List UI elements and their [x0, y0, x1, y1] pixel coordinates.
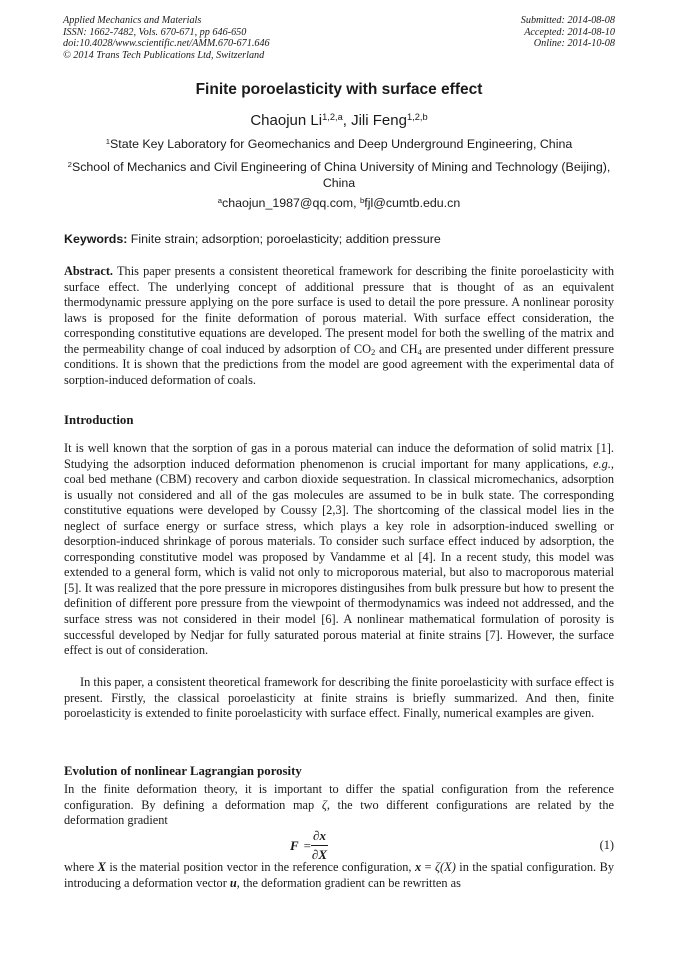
- italic-text: e.g.: [593, 456, 611, 471]
- math-symbol: ζ: [321, 797, 327, 812]
- affiliation-marker: 1: [105, 136, 111, 146]
- equation-equals: =: [303, 837, 312, 853]
- issn-line: ISSN: 1662-7482, Vols. 670-671, pp 646-650: [63, 26, 247, 38]
- evolution-paragraph-1: [64, 782, 614, 829]
- author-name: Jili Feng: [351, 112, 407, 129]
- affiliation-1: [60, 137, 618, 153]
- email-marker: b: [360, 195, 365, 205]
- section-heading-introduction: Introduction: [64, 413, 134, 427]
- equation-lhs: F: [290, 837, 299, 853]
- header-left: [63, 15, 270, 61]
- evolution-paragraph-2: [64, 860, 614, 891]
- paragraph-text: It is well known that the sorption of gas in a porous material can induce the deformation of solid matrix [1]. Studying the adsorption induced deformation phenomenon is crucial important for many applications,: [64, 441, 614, 471]
- paragraph-text: =: [421, 860, 436, 874]
- paragraph-text: is the material position vector in the reference configuration,: [105, 860, 415, 874]
- abstract-label: Abstract.: [64, 264, 114, 278]
- abstract-text: and CH: [375, 341, 418, 356]
- header-right: [521, 15, 615, 50]
- email-marker: a: [217, 195, 223, 205]
- keywords-label: Keywords:: [64, 232, 128, 246]
- abstract-text: are presented under different pressure conditions. It is shown that the predictions from the model are good agreement with the experimental data of sorption-induced deformation of coals.: [64, 341, 614, 387]
- keywords-line: [64, 232, 616, 246]
- subscript: 4: [417, 346, 422, 357]
- author-name: Chaojun Li: [250, 112, 323, 129]
- affiliation-text: State Key Laboratory for Geomechanics and Deep Underground Engineering, China: [110, 137, 573, 151]
- paragraph-text: In the finite deformation theory, it is important to differ the spatial configuration from the reference configuration. By defining a deformation map: [64, 782, 614, 812]
- fraction-denominator: ∂X: [311, 847, 328, 862]
- math-symbol: X: [97, 860, 106, 874]
- email-address[interactable]: chaojun_1987@qq.com: [222, 196, 354, 210]
- abstract-text: This paper presents a consistent theoretical framework for describing the finite poroelasticity with surface effect. The underlying concept of additional pressure that is thought of as an equivalent thermodynamic pressure applying on the pore surface is used to detail the pore pressure. A nonlinear porosity laws is proposed for the finite deformation of porous material. With surface effect consideration, the corresponding constitutive equations are developed. The present model for both the swelling of the matrix and the permeability change of coal induced by adsorption of CO: [64, 264, 614, 356]
- introduction-paragraph-2: In this paper, a consistent theoretical framework for describing the finite poroelasticity with surface effect is present. Firstly, the classical poroelasticity at finite strains is briefly summarized. And then, finite poroelasticity is extended to finite poroelasticity with surface effect. Finally, numerical examples are given.: [64, 675, 614, 721]
- author-affiliation-marker: 1,2,a: [322, 111, 343, 122]
- affiliation-marker: 2: [67, 159, 72, 169]
- paragraph-text: , coal bed methane (CBM) recovery and carbon dioxide sequestration. In classical micromechanics, adsorption is usually not considered and all of the gas molecules are assumed to be in bulk state. The corresponding constitutive equations were developed by Coussy [2,3]. The shortcoming of the classical model lies in the neglect of surface energy or surface stress, which plays a key role in adsorption-induced swelling or desorption-induced shrinkage of porous materials. To consider such surface effect induced by adsorption, the corresponding constitutive model was proposed by Vandamme et al [4]. In a recent study, this model was extended to a general form, which is valid not only to microporous material, but also to macroporous material [5]. It was realized that the pore pressure in micropores distingusihes from bulk pressure but how to present the definition of different pore pressure from the viewpoint of thermodynamics was indeed not addressed, and the surface stress was not considered in their model [6]. A nonlinear mathematical formulation of porosity is successful developed by Nedjar for fully saturated porous material at finite strains [7]. However, the surface effect is out of consideration.: [64, 456, 614, 658]
- paragraph-text: where: [64, 860, 98, 874]
- subscript: 2: [371, 346, 376, 357]
- section-heading-evolution: Evolution of nonlinear Lagrangian porosity: [64, 764, 302, 778]
- author-line: [0, 112, 678, 129]
- paragraph-text: , the deformation gradient can be rewritten as: [236, 875, 461, 890]
- equation-1: [0, 828, 678, 862]
- author-separator: ,: [342, 112, 352, 129]
- doi-line: doi:10.4028/www.scientific.net/AMM.670-671.646: [63, 38, 270, 50]
- submitted-date: Submitted: 2014-08-08: [520, 15, 615, 26]
- math-symbol: x: [414, 860, 422, 874]
- journal-name: Applied Mechanics and Materials: [63, 15, 202, 26]
- abstract-paragraph: [64, 264, 614, 388]
- paragraph-text: in the spatial configuration. By introducing a deformation vector: [64, 860, 614, 890]
- math-symbol: u: [229, 875, 237, 890]
- email-separator: ,: [353, 196, 361, 210]
- affiliation-2: [60, 160, 618, 191]
- equation-number: (1): [599, 838, 614, 852]
- email-line: [0, 196, 678, 210]
- copyright-line: © 2014 Trans Tech Publications Ltd, Switzerland: [63, 49, 265, 61]
- paper-title: Finite poroelasticity with surface effect: [195, 81, 483, 98]
- introduction-paragraph-1: [64, 441, 614, 659]
- fraction-numerator: ∂x: [311, 828, 328, 846]
- affiliation-text: School of Mechanics and Civil Engineering of China University of Mining and Technology (Beijing), China: [71, 160, 611, 190]
- online-date: Online: 2014-10-08: [533, 38, 615, 50]
- equation-fraction: [311, 828, 328, 863]
- math-symbol: ζ(X): [435, 860, 456, 874]
- accepted-date: Accepted: 2014-08-10: [524, 26, 615, 38]
- equation-body: [290, 828, 328, 863]
- paragraph-text: , the two different configurations are related by the deformation gradient: [64, 797, 614, 828]
- keywords-text: Finite strain; adsorption; poroelasticity; addition pressure: [127, 232, 441, 246]
- email-address[interactable]: fjl@cumtb.edu.cn: [364, 196, 461, 210]
- author-affiliation-marker: 1,2,b: [406, 111, 428, 122]
